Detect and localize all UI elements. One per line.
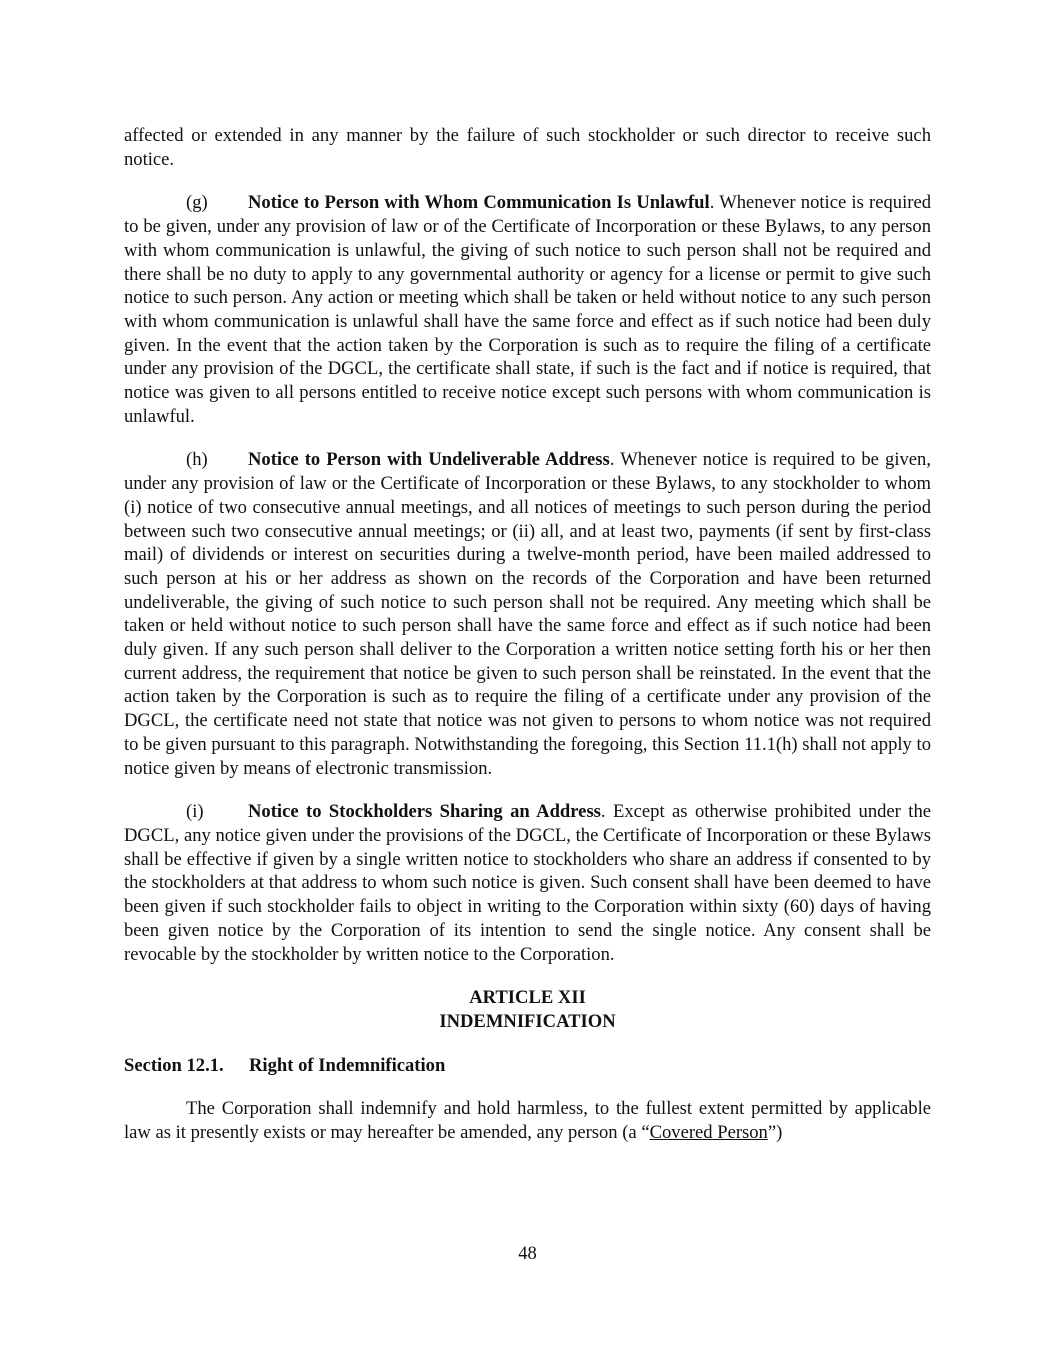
paragraph-i-heading: Notice to Stockholders Sharing an Address (248, 801, 601, 823)
paragraph-h-label: (h) (186, 449, 208, 471)
section-heading (124, 1054, 931, 1078)
paragraph-h-text: . Whenever notice is required to be given, under any provision of law or the Certificate of Incorporation or these Bylaws, to any stockholder to whom (i) notice of two consecutive annual meetings, and all notices of meetings to such person during the period between such two consecutive annual meetings; or (ii) all, and at least two, payments (if sent by first-class mail) of dividends or interest on securities during a twelve-month period, have been mailed addressed to such person at his or her address as shown on the records of the Corporation and have been returned undeliverable, the giving of such notice to such person shall not be required. Any meeting which shall be taken or held without notice to such person shall have the same force and effect as if such notice had been duly given. If any such person shall deliver to the Corporation a written notice setting forth his or her then current address, the requirement that notice be given to such person shall be reinstated. In the event that the action taken by the Corporation is such as to require the filing of a certificate under any provision of the DGCL, the certificate need not state that notice was not given to persons to whom notice was not required to be given pursuant to this paragraph. Notwithstanding the foregoing, this Section 11.1(h) shall not apply to notice given by means of electronic transmission. (124, 449, 931, 779)
paragraph-i-label: (i) (186, 801, 204, 823)
article-heading (124, 986, 931, 1033)
paragraph-g (124, 191, 931, 428)
defined-term-covered-person: Covered Person (649, 1122, 768, 1144)
continuation-paragraph: affected or extended in any manner by the failure of such stockholder or such director to receive such notice. (124, 125, 931, 170)
article-number: ARTICLE XII (469, 987, 586, 1009)
paragraph-i (124, 800, 931, 966)
section-paragraph-text-before: The Corporation shall indemnify and hold harmless, to the fullest extent permitted by applicable law as it presently exists or may hereafter be amended, any person (a “ (124, 1098, 931, 1144)
paragraph-g-heading: Notice to Person with Whom Communication Is Unlawful (248, 192, 710, 214)
section-paragraph (124, 1097, 931, 1144)
paragraph-g-text: . Whenever notice is required to be given, under any provision of law or of the Certificate of Incorporation or these Bylaws, to any person with whom communication is unlawful, the giving of such notice to such person shall not be required and there shall be no duty to apply to any governmental authority or agency for a license or permit to give such notice to such person. Any action or meeting which shall be taken or held without notice to any such person with whom communication is unlawful shall have the same force and effect as if such notice had been duly given. In the event that the action taken by the Corporation is such as to require the filing of a certificate under any provision of the DGCL, the certificate shall state, if such is the fact and if notice is required, that notice was given to all persons entitled to receive notice except such persons with whom communication is unlawful. (124, 192, 931, 427)
paragraph-h (124, 448, 931, 780)
section-paragraph-text-after: ”) (767, 1122, 783, 1144)
section-number: Section 12.1. (124, 1054, 224, 1076)
paragraph-g-label: (g) (186, 192, 208, 214)
section-title: Right of Indemnification (249, 1054, 446, 1076)
page-body (124, 124, 931, 1145)
paragraph-h-heading: Notice to Person with Undeliverable Address (248, 449, 610, 471)
article-title: INDEMNIFICATION (439, 1010, 616, 1032)
page-number: 48 (518, 1243, 537, 1264)
paragraph-i-text: . Except as otherwise prohibited under the DGCL, any notice given under the provisions of the DGCL, the Certificate of Incorporation or these Bylaws shall be effective if given by a single written notice to stockholders who share an address if consented to by the stockholders at that address to whom such notice is given. Such consent shall have been deemed to have been given if such stockholder fails to object in writing to the Corporation within sixty (60) days of having been given notice by the Corporation of its intention to send the single notice. Any consent shall be revocable by the stockholder by written notice to the Corporation. (124, 801, 931, 965)
